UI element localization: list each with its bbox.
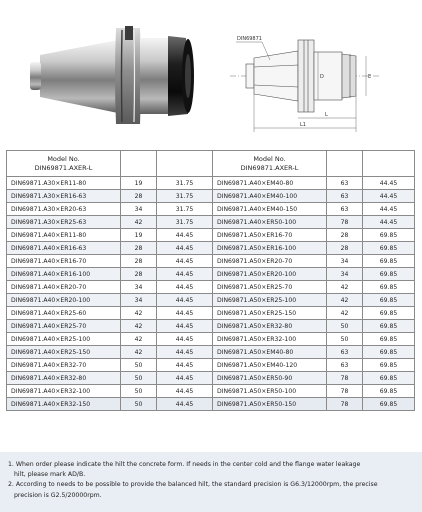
technical-drawing [230,40,380,132]
model-cell-left: DIN69871.A40×ER25-100 [7,333,121,346]
value-cell-left-1: 42 [121,216,157,229]
tool-holder-render [30,26,194,124]
value-cell-right-2: 69.85 [363,268,415,281]
value-cell-left-2: 44.45 [157,320,213,333]
value-cell-right-1: 42 [327,281,363,294]
value-cell-left-1: 28 [121,255,157,268]
value-cell-right-2: 69.85 [363,398,415,411]
value-cell-left-1: 50 [121,372,157,385]
value-cell-right-1: 63 [327,203,363,216]
value-cell-left-2: 44.45 [157,281,213,294]
value-cell-left-2: 44.45 [157,359,213,372]
value-cell-right-2: 69.85 [363,307,415,320]
model-cell-right: DIN69871.A50×ER50-100 [213,385,327,398]
table-row [7,268,415,281]
model-cell-left: DIN69871.A40×ER32-70 [7,359,121,372]
model-cell-left: DIN69871.A40×ER20-70 [7,281,121,294]
header-model-left [7,151,121,177]
value-cell-right-1: 78 [327,372,363,385]
value-cell-right-1: 28 [327,242,363,255]
model-cell-right: DIN69871.A50×ER20-70 [213,255,327,268]
table-row [7,385,415,398]
table-row [7,320,415,333]
drawing-label-e: E [368,74,372,80]
value-cell-left-1: 28 [121,190,157,203]
value-cell-right-1: 63 [327,359,363,372]
model-cell-left: DIN69871.A40×ER32-80 [7,372,121,385]
value-cell-left-1: 42 [121,307,157,320]
note-line: 1. When order please indicate the hilt the concrete form. If needs in the center cold and the flange water leakage [8,461,361,468]
value-cell-right-1: 28 [327,229,363,242]
value-cell-right-1: 42 [327,294,363,307]
table-row [7,281,415,294]
value-cell-left-2: 44.45 [157,294,213,307]
model-cell-right: DIN69871.A40×EM40-80 [213,177,327,190]
table-row [7,372,415,385]
header-model-left-line1: Model No. [47,154,80,163]
model-cell-right: DIN69871.A50×ER32-100 [213,333,327,346]
model-cell-right: DIN69871.A50×EM40-80 [213,346,327,359]
pull-stud [30,62,41,90]
model-cell-left: DIN69871.A30×ER11-80 [7,177,121,190]
header-blank [157,151,213,177]
header-model-right [213,151,327,177]
value-cell-left-2: 31.75 [157,216,213,229]
note-line: hilt, please mark AD/B. [14,471,86,479]
model-cell-left: DIN69871.A30×ER16-63 [7,190,121,203]
value-cell-left-2: 44.45 [157,255,213,268]
header-blank [121,151,157,177]
value-cell-left-1: 28 [121,268,157,281]
value-cell-right-2: 69.85 [363,359,415,372]
value-cell-left-2: 44.45 [157,398,213,411]
flange [115,28,141,124]
table-row [7,333,415,346]
value-cell-left-1: 28 [121,242,157,255]
model-cell-left: DIN69871.A40×ER16-100 [7,268,121,281]
value-cell-left-1: 34 [121,281,157,294]
model-cell-right: DIN69871.A50×ER25-150 [213,307,327,320]
value-cell-left-2: 44.45 [157,307,213,320]
value-cell-right-2: 44.45 [363,190,415,203]
value-cell-left-2: 31.75 [157,190,213,203]
model-cell-right: DIN69871.A50×EM40-120 [213,359,327,372]
drawing-callout-label: DIN69871 [237,36,262,42]
table-row [7,177,415,190]
header-blank [363,151,415,177]
product-figure [0,0,422,145]
value-cell-left-2: 44.45 [157,372,213,385]
value-cell-left-2: 44.45 [157,229,213,242]
model-cell-left: DIN69871.A40×ER32-100 [7,385,121,398]
value-cell-right-2: 69.85 [363,320,415,333]
value-cell-left-2: 31.75 [157,177,213,190]
model-cell-right: DIN69871.A50×ER20-100 [213,268,327,281]
table-row [7,398,415,411]
model-cell-right: DIN69871.A50×ER16-100 [213,242,327,255]
value-cell-left-1: 50 [121,398,157,411]
header-blank [327,151,363,177]
value-cell-right-1: 42 [327,307,363,320]
table-row [7,346,415,359]
value-cell-right-2: 69.85 [363,229,415,242]
table-header-row [7,151,415,177]
value-cell-left-2: 44.45 [157,385,213,398]
model-cell-left: DIN69871.A40×ER25-150 [7,346,121,359]
table-row [7,359,415,372]
value-cell-right-1: 78 [327,216,363,229]
value-cell-right-2: 69.85 [363,281,415,294]
model-cell-left: DIN69871.A40×ER20-100 [7,294,121,307]
model-cell-right: DIN69871.A50×ER25-70 [213,281,327,294]
value-cell-left-1: 19 [121,229,157,242]
spec-table [6,150,415,411]
value-cell-right-2: 44.45 [363,177,415,190]
model-cell-left: DIN69871.A40×ER11-80 [7,229,121,242]
notes-section [0,452,422,512]
value-cell-left-1: 42 [121,320,157,333]
value-cell-right-1: 50 [327,320,363,333]
model-cell-right: DIN69871.A40×ER50-100 [213,216,327,229]
value-cell-right-1: 34 [327,255,363,268]
value-cell-left-1: 19 [121,177,157,190]
value-cell-right-1: 63 [327,190,363,203]
model-cell-right: DIN69871.A50×ER32-80 [213,320,327,333]
table-row [7,190,415,203]
value-cell-left-1: 42 [121,333,157,346]
model-cell-left: DIN69871.A40×ER16-70 [7,255,121,268]
header-model-right-line1: Model No. [253,154,286,163]
table-row [7,242,415,255]
value-cell-left-1: 50 [121,385,157,398]
value-cell-right-1: 63 [327,177,363,190]
drawing-label-l: L [325,112,328,118]
value-cell-right-1: 34 [327,268,363,281]
value-cell-right-2: 69.85 [363,385,415,398]
value-cell-left-1: 42 [121,346,157,359]
value-cell-left-2: 31.75 [157,203,213,216]
value-cell-right-1: 63 [327,346,363,359]
model-cell-left: DIN69871.A30×ER25-63 [7,216,121,229]
model-cell-left: DIN69871.A40×ER16-63 [7,242,121,255]
model-cell-left: DIN69871.A40×ER25-60 [7,307,121,320]
value-cell-right-2: 69.85 [363,294,415,307]
table-row [7,255,415,268]
value-cell-left-2: 44.45 [157,346,213,359]
value-cell-left-1: 50 [121,359,157,372]
value-cell-right-2: 69.85 [363,372,415,385]
value-cell-right-2: 69.85 [363,242,415,255]
model-cell-left: DIN69871.A40×ER25-70 [7,320,121,333]
value-cell-right-1: 78 [327,398,363,411]
value-cell-left-2: 44.45 [157,242,213,255]
value-cell-right-2: 69.85 [363,346,415,359]
value-cell-right-2: 69.85 [363,255,415,268]
model-cell-left: DIN69871.A30×ER20-63 [7,203,121,216]
value-cell-right-2: 44.45 [363,203,415,216]
table-row [7,294,415,307]
value-cell-left-2: 44.45 [157,333,213,346]
collet-body [140,38,170,114]
table-row [7,229,415,242]
model-cell-right: DIN69871.A40×EM40-100 [213,190,327,203]
value-cell-right-2: 44.45 [363,216,415,229]
value-cell-left-1: 34 [121,294,157,307]
model-cell-right: DIN69871.A50×ER50-90 [213,372,327,385]
value-cell-left-2: 44.45 [157,268,213,281]
note-line: precision is G2.5/20000rpm. [14,491,102,499]
model-cell-right: DIN69871.A50×ER50-150 [213,398,327,411]
value-cell-right-1: 78 [327,385,363,398]
drawing-label-l1: L1 [300,122,306,128]
value-cell-left-1: 34 [121,203,157,216]
header-model-right-line2: DIN69871.AXER-L [240,163,299,172]
drawing-label-d: D [320,74,324,80]
model-cell-left: DIN69871.A40×ER32-150 [7,398,121,411]
taper-shank [40,40,118,113]
table-row [7,203,415,216]
note-line: 2. According to needs to be possible to provide the balanced hilt, the standard precision is G6.3/12000rpm, the precise [8,481,378,489]
table-row [7,216,415,229]
header-model-left-line2: DIN69871.AXER-L [34,163,93,172]
model-cell-right: DIN69871.A50×ER25-100 [213,294,327,307]
table-row [7,307,415,320]
value-cell-right-2: 69.85 [363,333,415,346]
value-cell-right-1: 50 [327,333,363,346]
model-cell-right: DIN69871.A40×EM40-150 [213,203,327,216]
model-cell-right: DIN69871.A50×ER16-70 [213,229,327,242]
